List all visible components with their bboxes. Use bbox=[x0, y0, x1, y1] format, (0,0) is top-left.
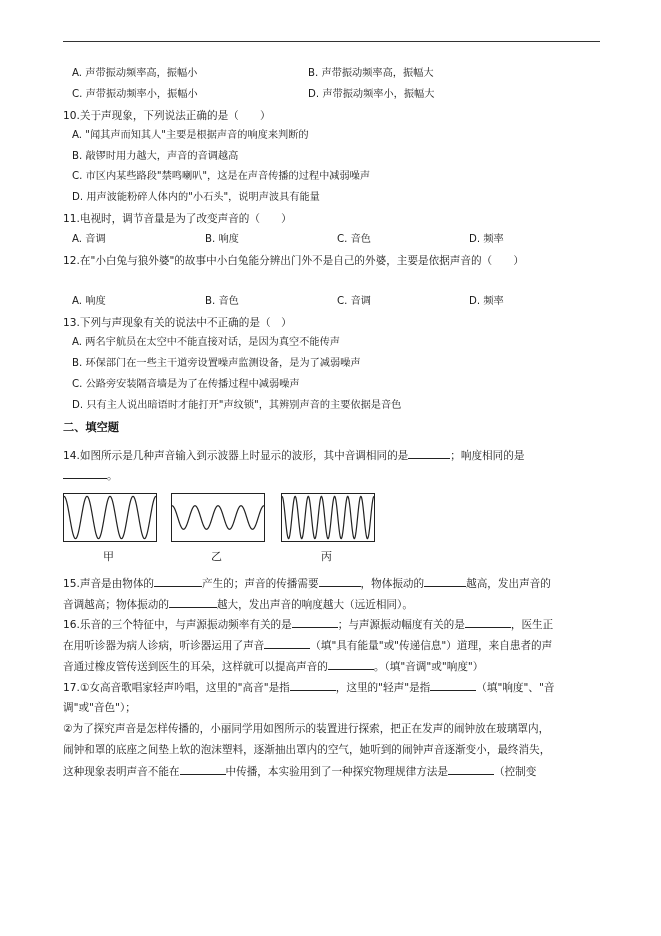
q14-blank-loudness bbox=[63, 468, 107, 479]
q10-option-c: C. 市区内某些路段"禁鸣喇叭"，这是在声音传播的过程中减弱噪声 bbox=[72, 171, 371, 182]
q17-text-1: 17.①女高音歌唱家轻声吟唱，这里的"高音"是指 bbox=[63, 682, 290, 694]
q17-text-8: 中传播，本实验用到了一种探究物理规律方法是 bbox=[225, 766, 448, 778]
waveform-label-jia: 甲 bbox=[103, 550, 114, 563]
q15-text-6: 越大，发出声音的响度越大（远近相同）。 bbox=[216, 599, 413, 611]
q16-text-2: ；与声源振动幅度有关的是 bbox=[337, 619, 465, 631]
q16-text-6: 音通过橡皮管传送到医生的耳朵，这样就可以提高声音的 bbox=[63, 661, 328, 673]
q16-text-4: 在用听诊器为病人诊病，听诊器运用了声音 bbox=[63, 640, 265, 652]
q12-option-c: C. 音调 bbox=[337, 296, 371, 307]
q16-text-7: 。（填"音调"或"响度"） bbox=[373, 661, 484, 673]
q17-line-5 bbox=[63, 764, 536, 779]
q17-blank-2 bbox=[430, 680, 476, 691]
q17-blank-3 bbox=[180, 764, 226, 775]
q17-line-2: 调"或"音色"）； bbox=[63, 702, 136, 714]
q9-option-c: C. 声带振动频率小，振幅小 bbox=[72, 89, 198, 100]
q17-line-3: ②为了探究声音是怎样传播的，小丽同学用如图所示的装置进行探索，把正在发声的闹钟放在玻璃罩内， bbox=[63, 723, 550, 735]
q17-text-2: ，这里的"轻声"是指 bbox=[335, 682, 431, 694]
q13-stem: 13.下列与声现象有关的说法中不正确的是（ ） bbox=[63, 317, 292, 329]
q9-option-a: A. 声带振动频率高，振幅小 bbox=[72, 68, 198, 79]
q12-option-d: D. 频率 bbox=[469, 296, 504, 307]
q15-blank-2 bbox=[319, 576, 361, 587]
q9-option-d: D. 声带振动频率小，振幅大 bbox=[308, 89, 435, 100]
q15-text-3: ，物体振动的 bbox=[360, 578, 425, 590]
q16-blank-4 bbox=[328, 659, 374, 670]
q16-line-3 bbox=[63, 659, 483, 674]
waveform-jia bbox=[63, 493, 157, 542]
q15-text-5: 音调越高；物体振动的 bbox=[63, 599, 169, 611]
q13-option-d: D. 只有主人说出暗语时才能打开"声纹锁"，其辨别声音的主要依据是音色 bbox=[72, 400, 402, 411]
waveform-curve-2 bbox=[172, 506, 264, 530]
waveform-label-yi: 乙 bbox=[211, 550, 222, 563]
q15-text-4: 越高，发出声音的 bbox=[466, 578, 551, 590]
q15-text-2: 产生的；声音的传播需要 bbox=[202, 578, 319, 590]
q12-option-b: B. 音色 bbox=[205, 296, 239, 307]
q14-text-2: ；响度相同的是 bbox=[450, 450, 525, 462]
q16-text-5: （填"具有能量"或"传递信息"）道理，来自患者的声 bbox=[310, 640, 553, 652]
q10-option-a: A. "闻其声而知其人"主要是根据声音的响度来判断的 bbox=[72, 130, 309, 141]
q16-blank-2 bbox=[465, 617, 511, 628]
q15-blank-3 bbox=[424, 576, 466, 587]
q16-text-1: 16.乐音的三个特征中，与声源振动频率有关的是 bbox=[63, 619, 292, 631]
section-title: 二、填空题 bbox=[63, 421, 119, 434]
q11-stem: 11.电视时，调节音量是为了改变声音的（ ） bbox=[63, 213, 292, 225]
q17-text-7: 这种现象表明声音不能在 bbox=[63, 766, 180, 778]
q14-blank-pitch bbox=[408, 448, 450, 459]
q16-line-1 bbox=[63, 617, 553, 632]
q12-option-a: A. 响度 bbox=[72, 296, 106, 307]
q11-option-b: B. 响度 bbox=[205, 234, 239, 245]
waveform-yi bbox=[171, 493, 265, 542]
q15-blank-1 bbox=[154, 576, 202, 587]
waveform-bing bbox=[281, 493, 375, 542]
q17-text-3: （填"响度"、"音 bbox=[476, 682, 555, 694]
q10-option-b: B. 敲锣时用力越大，声音的音调越高 bbox=[72, 151, 239, 162]
q17-text-9: （控制变 bbox=[494, 766, 537, 778]
q13-option-b: B. 环保部门在一些主干道旁设置噪声监测设备，是为了减弱噪声 bbox=[72, 358, 361, 369]
q10-stem: 10.关于声现象，下列说法正确的是（ ） bbox=[63, 110, 271, 122]
q11-option-a: A. 音调 bbox=[72, 234, 106, 245]
q17-line-1 bbox=[63, 680, 554, 695]
q16-blank-3 bbox=[264, 638, 310, 649]
q15-blank-4 bbox=[169, 597, 217, 608]
q13-option-a: A. 两名宇航员在太空中不能直接对话，是因为真空不能传声 bbox=[72, 337, 340, 348]
q17-blank-1 bbox=[290, 680, 336, 691]
q15-line-2 bbox=[63, 597, 413, 612]
q10-option-d: D. 用声波能粉碎人体内的"小石头"，说明声波具有能量 bbox=[72, 192, 320, 203]
q14-text-3: 。 bbox=[107, 470, 118, 482]
q15-line-1 bbox=[63, 576, 551, 591]
waveform-curve-3 bbox=[282, 496, 374, 538]
q12-stem: 12.在"小白兔与狼外婆"的故事中小白兔能分辨出门外不是自己的外婆，主要是依据声音的（ ） bbox=[63, 255, 524, 267]
q17-line-4: 闹钟和罩的底座之间垫上软的泡沫塑料，逐渐抽出罩内的空气，她听到的闹钟声音逐渐变小，最终消失， bbox=[63, 744, 551, 756]
q16-blank-1 bbox=[292, 617, 338, 628]
q17-blank-4 bbox=[448, 764, 494, 775]
q11-option-c: C. 音色 bbox=[337, 234, 371, 245]
q14-line-1 bbox=[63, 448, 524, 463]
q11-option-d: D. 频率 bbox=[469, 234, 504, 245]
header-rule bbox=[63, 41, 600, 42]
q13-option-c: C. 公路旁安装隔音墙是为了在传播过程中减弱噪声 bbox=[72, 379, 300, 390]
q14-line-2 bbox=[63, 468, 118, 483]
q14-text-1: 14.如图所示是几种声音输入到示波器上时显示的波形，其中音调相同的是 bbox=[63, 450, 409, 462]
waveform-label-bing: 丙 bbox=[321, 550, 332, 563]
q9-option-b: B. 声带振动频率高，振幅大 bbox=[308, 68, 434, 79]
q16-text-3: ，医生正 bbox=[510, 619, 554, 631]
q15-text-1: 15.声音是由物体的 bbox=[63, 578, 155, 590]
waveform-curve-1 bbox=[64, 496, 156, 538]
q16-line-2 bbox=[63, 638, 552, 653]
